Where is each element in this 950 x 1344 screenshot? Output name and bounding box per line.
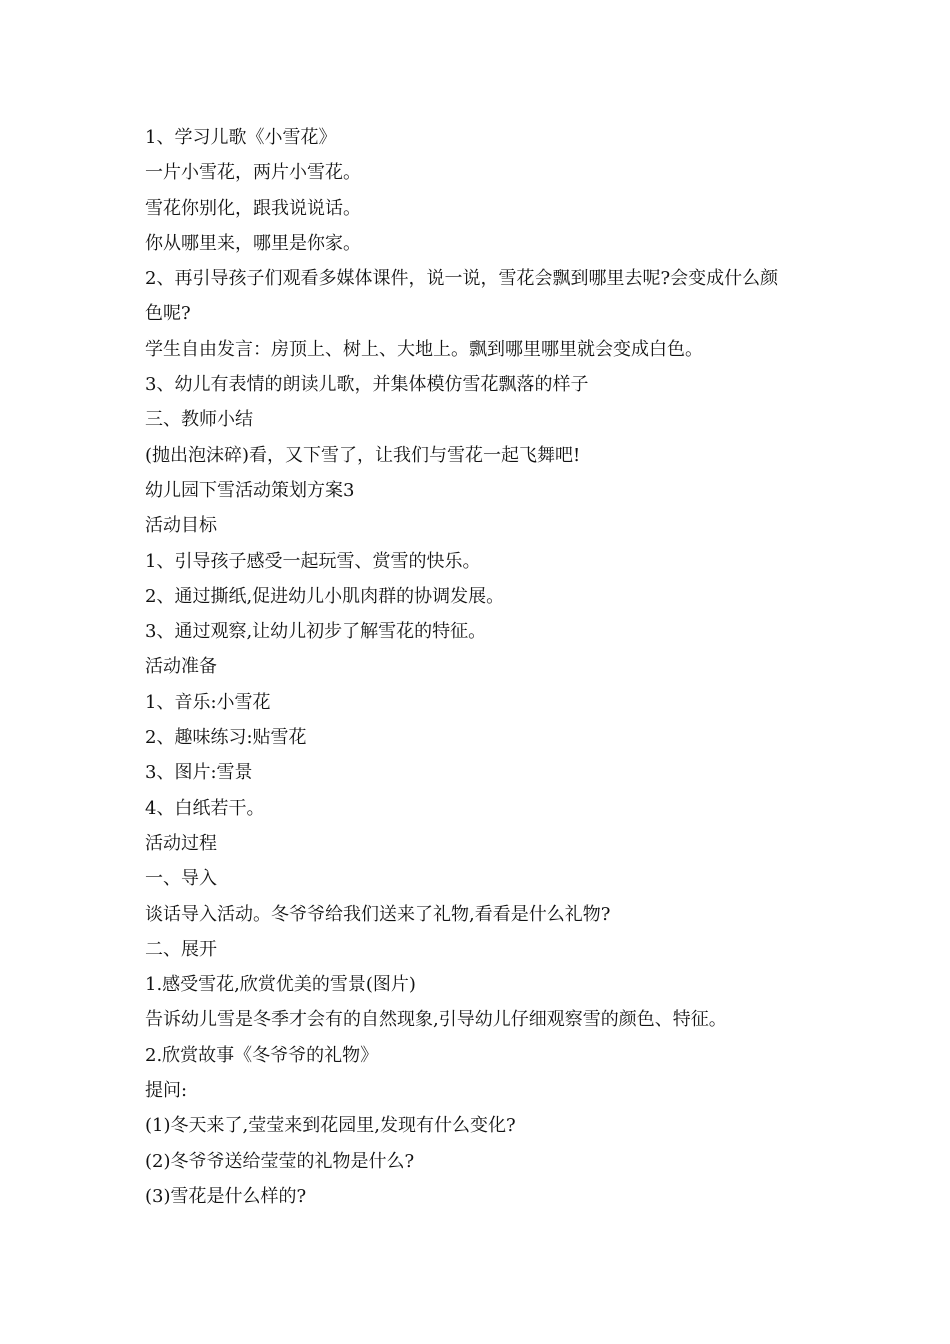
text-line: (3)雪花是什么样的? bbox=[145, 1185, 307, 1207]
text-line: 1.感受雪花,欣赏优美的雪景(图片) bbox=[145, 974, 416, 996]
text-line: 你从哪里来，哪里是你家。 bbox=[145, 232, 361, 254]
text-line: 告诉幼儿雪是冬季才会有的自然现象,引导幼儿仔细观察雪的颜色、特征。 bbox=[145, 1009, 727, 1031]
section-heading: 活动准备 bbox=[145, 656, 217, 678]
text-line: 提问: bbox=[145, 1080, 188, 1102]
text-line: 2、趣味练习:贴雪花 bbox=[145, 727, 307, 749]
text-line: (抛出泡沫碎)看，又下雪了，让我们与雪花一起飞舞吧! bbox=[145, 444, 581, 466]
text-line: 4、白纸若干。 bbox=[145, 797, 265, 819]
text-line: 2、再引导孩子们观看多媒体课件，说一说，雪花会飘到哪里去呢?会变成什么颜 bbox=[145, 268, 779, 290]
section-heading: 一、导入 bbox=[145, 868, 217, 890]
text-line: 3、图片:雪景 bbox=[145, 762, 253, 784]
text-line: (1)冬天来了,莹莹来到花园里,发现有什么变化? bbox=[145, 1115, 516, 1137]
text-line: 2.欣赏故事《冬爷爷的礼物》 bbox=[145, 1044, 379, 1066]
text-line: 1、音乐:小雪花 bbox=[145, 691, 271, 713]
text-line: 3、幼儿有表情的朗读儿歌，并集体模仿雪花飘落的样子 bbox=[145, 374, 589, 396]
text-line: 雪花你别化，跟我说说话。 bbox=[145, 197, 361, 219]
section-heading: 活动过程 bbox=[145, 832, 217, 854]
text-line: 3、通过观察,让幼儿初步了解雪花的特征。 bbox=[145, 621, 487, 643]
document-body bbox=[145, 120, 815, 1214]
text-line: (2)冬爷爷送给莹莹的礼物是什么? bbox=[145, 1150, 415, 1172]
section-heading: 三、教师小结 bbox=[145, 409, 253, 431]
text-line: 2、通过撕纸,促进幼儿小肌肉群的协调发展。 bbox=[145, 585, 505, 607]
text-line: 1、引导孩子感受一起玩雪、赏雪的快乐。 bbox=[145, 550, 481, 572]
section-heading: 二、展开 bbox=[145, 938, 217, 960]
section-heading: 活动目标 bbox=[145, 515, 217, 537]
document-title: 幼儿园下雪活动策划方案3 bbox=[145, 479, 355, 501]
text-line: 一片小雪花，两片小雪花。 bbox=[145, 162, 361, 184]
text-line: 色呢? bbox=[145, 303, 191, 325]
text-line: 1、学习儿歌《小雪花》 bbox=[145, 127, 337, 148]
text-line: 谈话导入活动。冬爷爷给我们送来了礼物,看看是什么礼物? bbox=[145, 903, 611, 925]
text-line: 学生自由发言：房顶上、树上、大地上。飘到哪里哪里就会变成白色。 bbox=[145, 338, 703, 360]
